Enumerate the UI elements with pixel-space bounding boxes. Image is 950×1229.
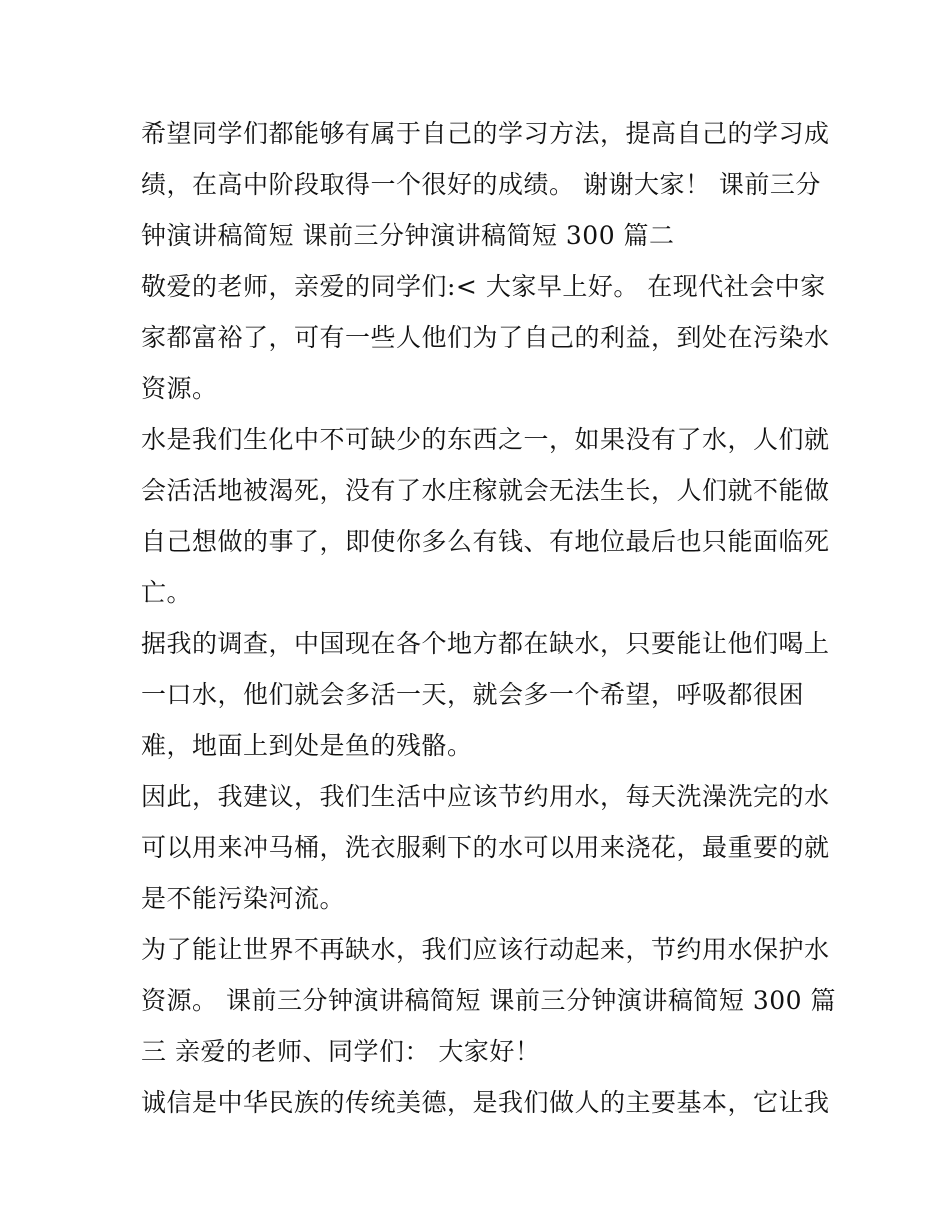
text-line: 可以用来冲马桶，洗衣服剩下的水可以用来浇花，最重要的就 (141, 833, 830, 862)
document-body (141, 108, 837, 1128)
text-line: 据我的调查，中国现在各个地方都在缺水，只要能让他们喝上 (141, 629, 830, 658)
text-line: 是不能污染河流。 (141, 884, 346, 913)
text-line: 资源。 课前三分钟演讲稿简短 课前三分钟演讲稿简短 300 篇 (141, 986, 837, 1015)
text-line: 绩，在高中阶段取得一个很好的成绩。 谢谢大家！ 课前三分 (141, 170, 821, 199)
text-line: 敬爱的老师，亲爱的同学们:< 大家早上好。 在现代社会中家 (141, 272, 826, 301)
text-line: 诚信是中华民族的传统美德，是我们做人的主要基本，它让我 (141, 1088, 830, 1117)
text-line: 自己想做的事了，即使你多么有钱、有地位最后也只能面临死 (141, 527, 830, 556)
text-line: 难，地面上到处是鱼的残骼。 (141, 731, 473, 760)
text-line: 水是我们生化中不可缺少的东西之一，如果没有了水，人们就 (141, 425, 830, 454)
text-line: 三 亲爱的老师、同学们： 大家好！ (141, 1037, 541, 1066)
text-line: 希望同学们都能够有属于自己的学习方法，提高自己的学习成 (141, 119, 830, 148)
text-line: 会活活地被渴死，没有了水庄稼就会无法生长，人们就不能做 (141, 476, 830, 505)
text-line: 钟演讲稿简短 课前三分钟演讲稿简短 300 篇二 (141, 221, 675, 250)
text-line: 为了能让世界不再缺水，我们应该行动起来，节约用水保护水 (141, 935, 830, 964)
text-line: 亡。 (141, 578, 193, 607)
text-line: 一口水，他们就会多活一天，就会多一个希望，呼吸都很困 (141, 680, 805, 709)
text-line: 家都富裕了，可有一些人他们为了自己的利益，到处在污染水 (141, 323, 830, 352)
text-line: 因此，我建议，我们生活中应该节约用水，每天洗澡洗完的水 (141, 782, 830, 811)
text-line: 资源。 (141, 374, 218, 403)
